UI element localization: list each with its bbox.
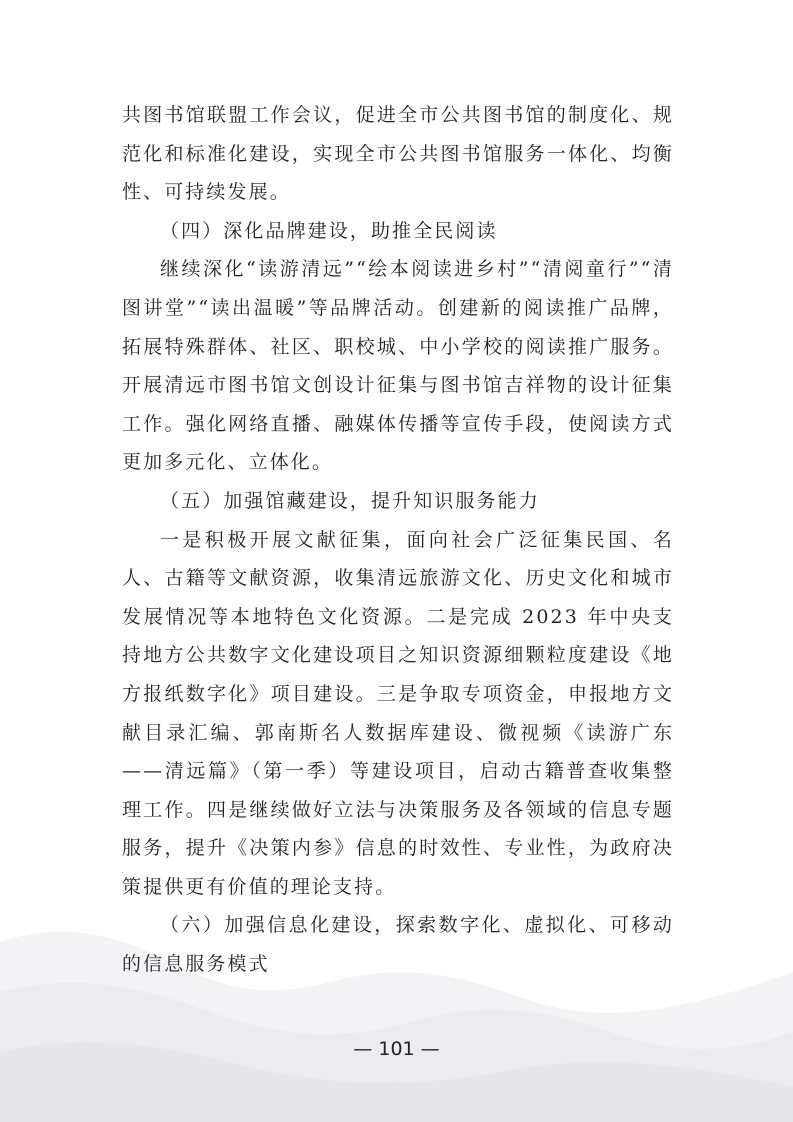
paragraph-brand-reading: 继续深化“读游清远”“绘本阅读进乡村”“清阅童行”“清图讲堂”“读出温暖”等品牌活动。创建新的阅读推广品牌，拓展特殊群体、社区、职校城、中小学校的阅读推广服务。开展清远市图书馆文创设计征集与图书馆吉祥物的设计征集工作。强化网络直播、融媒体传播等宣传手段，使阅读方式更加多元化、立体化。	[122, 258, 674, 474]
section-heading-6: （六）加强信息化建设，探索数字化、虚拟化、可移动的信息服务模式	[122, 914, 674, 976]
paragraph-collection: 一是积极开展文献征集，面向社会广泛征集民国、名人、古籍等文献资源，收集清远旅游文化、历史文化和城市发展情况等本地特色文化资源。二是完成 2023 年中央支持地方公共数字文化建设项目之知识资源细颗粒度建设《地方报纸数字化》项目建设。三是争取专项资金，申报地方文献目录汇编、郭南斯名人数据库建设、微视频《读游广东——清远篇》（第一季）等建设项目，启动古籍普查收集整理工作。四是继续做好立法与决策服务及各领域的信息专题服务，提升《决策内参》信息的时效性、专业性，为政府决策提供更有价值的理论支持。	[122, 528, 674, 898]
section-heading-4: （四）深化品牌建设，助推全民阅读	[160, 219, 498, 242]
section-heading-5: （五）加强馆藏建设，提升知识服务能力	[160, 489, 540, 512]
page-number: — 101 —	[353, 1038, 440, 1060]
body-text	[122, 96, 674, 984]
paragraph-continuation: 共图书馆联盟工作会议，促进全市公共图书馆的制度化、规范化和标准化建设，实现全市公共图书馆服务一体化、均衡性、可持续发展。	[122, 104, 674, 204]
